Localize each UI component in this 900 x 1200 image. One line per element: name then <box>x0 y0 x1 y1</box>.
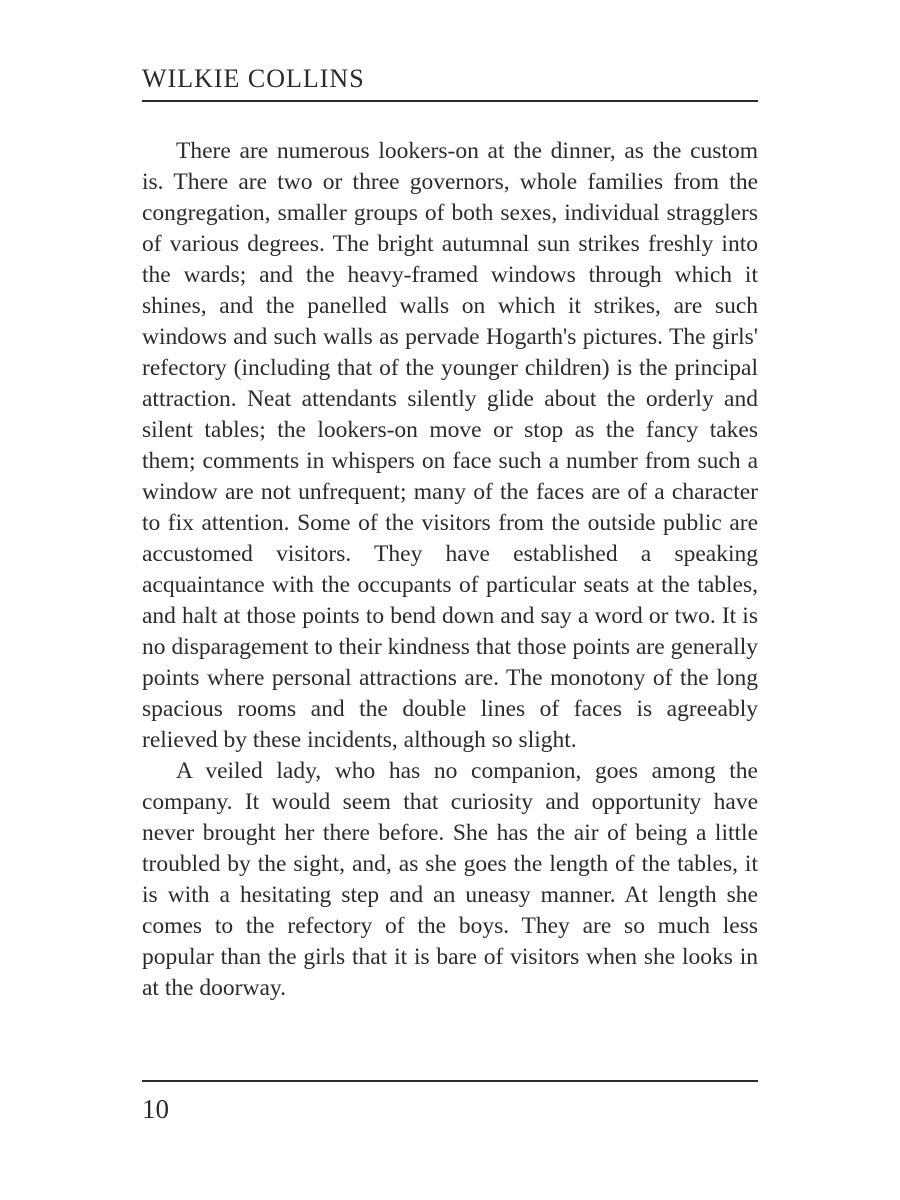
header-rule <box>142 100 758 102</box>
paragraph-1: There are numerous lookers-on at the dinner, as the custom is. There are two or three governors, whole families from the congregation, smaller groups of both sexes, individual stragglers of various degrees. The bright autumnal sun strikes freshly into the wards; and the heavy-framed windows through which it shines, and the panelled walls on which it strikes, are such windows and such walls as pervade Hogarth's pictures. The girls' refectory (including that of the younger children) is the principal attraction. Neat attendants silently glide about the orderly and silent tables; the lookers-on move or stop as the fancy takes them; comments in whispers on face such a number from such a window are not unfrequent; many of the faces are of a character to fix attention. Some of the visitors from the outside public are accustomed visitors. They have established a speaking acquaintance with the occupants of particular seats at the tables, and halt at those points to bend down and say a word or two. It is no disparagement to their kindness that those points are generally points where personal attractions are. The monotony of the long spacious rooms and the double lines of faces is agreeably relieved by these incidents, although so slight. <box>142 138 758 753</box>
running-head-title: WILKIE COLLINS <box>142 64 365 93</box>
page-number: 10 <box>142 1094 169 1124</box>
body-text <box>142 136 758 1004</box>
footer-rule <box>142 1080 758 1082</box>
paragraph-2: A veiled lady, who has no companion, goes among the company. It would seem that curiosity and opportunity have never brought her there before. She has the air of being a little troubled by the sight, and, as she goes the length of the tables, it is with a hesitating step and an uneasy manner. At length she comes to the refectory of the boys. They are so much less popular than the girls that it is bare of visitors when she looks in at the doorway. <box>142 758 758 1001</box>
